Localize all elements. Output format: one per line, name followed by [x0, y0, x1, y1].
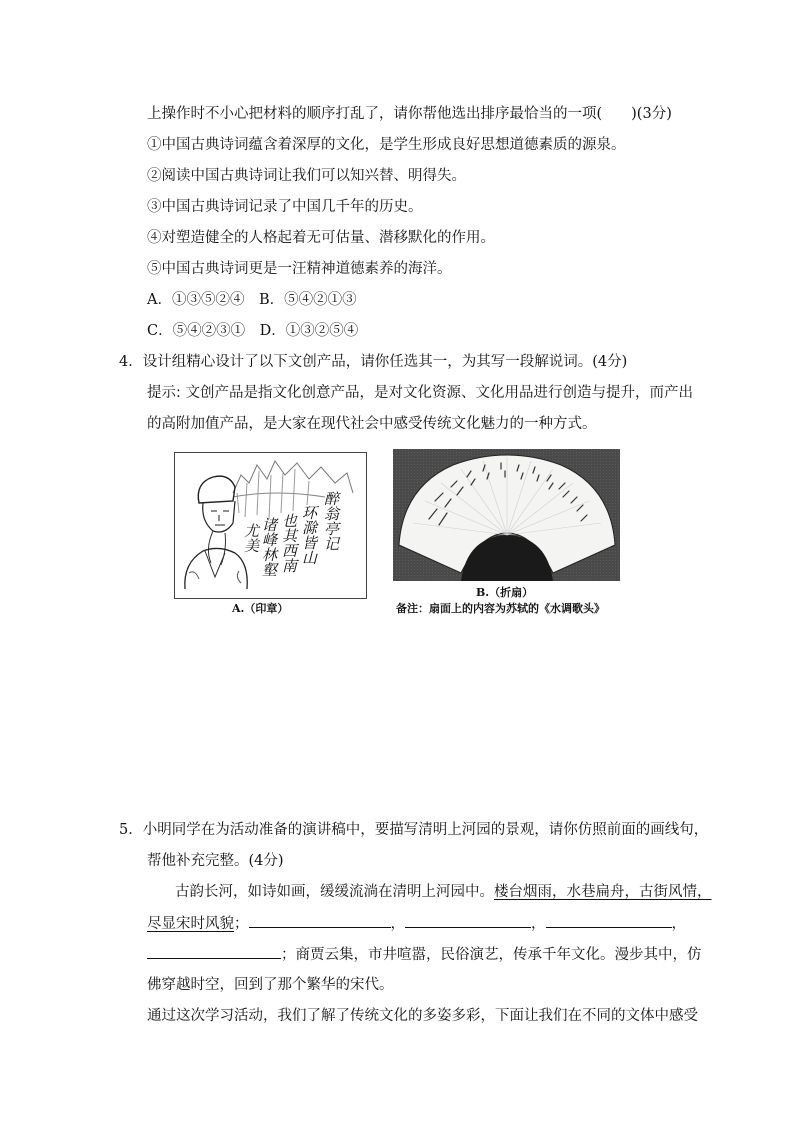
calligraphy-column-5: 尤美: [242, 523, 260, 553]
q5-question-line-2: 帮他补充完整。(4分): [147, 853, 284, 869]
q3-item-1: ①中国古典诗词蕴含着深厚的文化，是学生形成良好思想道德素质的源泉。: [147, 137, 626, 153]
q5-paragraph-line-2: [147, 913, 686, 934]
figure-b-fan-image: [393, 449, 620, 581]
answer-blank-3[interactable]: [546, 913, 672, 928]
q4-hint-line-1: 提示: 文创产品是指文化创意产品，是对文化资源、文化用品进行创造与提升，而产出: [147, 385, 693, 401]
figure-b-note: 备注：扇面上的内容为苏轼的《水调歌头》: [396, 602, 605, 615]
calligraphy-column-2: 环滁皆山: [300, 505, 318, 565]
q5-paragraph-line-3: [147, 944, 702, 965]
q3-item-2: ②阅读中国古典诗词让我们可以知兴替、明得失。: [147, 168, 466, 184]
q5-question-line-1: 5．小明同学在为活动准备的演讲稿中，要描写清明上河园的景观，请你仿照前面的画线句，: [119, 822, 709, 838]
calligraphy-column-3: 也其西南: [280, 513, 298, 573]
q3-item-4: ④对塑造健全的人格起着无可估量、潜移默化的作用。: [147, 230, 495, 246]
calligraphy-column-4: 诸峰林壑: [260, 517, 278, 577]
answer-blank-1[interactable]: [249, 913, 391, 928]
q5-comma-3: ，: [671, 916, 686, 932]
figure-a-caption: A.（印章）: [232, 602, 289, 615]
q5-comma-1: ，: [390, 916, 405, 932]
q4-hint-line-2: 的高附加值产品，是大家在现代社会中感受传统文化魅力的一种方式。: [147, 416, 597, 432]
figure-a-seal-image: [174, 452, 367, 599]
q5-comma-2: ，: [531, 916, 546, 932]
q5-paragraph-line-4: 佛穿越时空，回到了那个繁华的宋代。: [147, 977, 394, 993]
q3-item-3: ③中国古典诗词记录了中国几千年的历史。: [147, 199, 423, 215]
q3-intro: 上操作时不小心把材料的顺序打乱了，请你帮他选出排序最恰当的一项( )(3分): [147, 106, 672, 122]
answer-blank-2[interactable]: [405, 913, 531, 928]
q3-options-row-1: A．①③⑤②④ B．⑤④②①③: [147, 292, 357, 308]
q5-model-sentence-part-2: 尽显宋时风貌: [147, 916, 234, 932]
q4-question: 4．设计组精心设计了以下文创产品，请你任选其一，为其写一段解说词。(4分): [119, 354, 628, 370]
folding-fan-icon: [393, 449, 620, 581]
q3-item-5: ⑤中国古典诗词更是一汪精神道德素养的海洋。: [147, 261, 452, 277]
q5-separator: ；: [234, 916, 249, 932]
answer-blank-4[interactable]: [147, 944, 281, 959]
q5-paragraph-text: 古韵长河，如诗如画，缓缓流淌在清明上河园中。: [175, 884, 494, 900]
q5-paragraph-line-1: [175, 882, 712, 902]
q5-model-sentence-part-1: 楼台烟雨，水巷扁舟，古街风情，: [494, 884, 712, 900]
figure-b-caption: B.（折扇）: [476, 586, 534, 599]
calligraphy-column-1: 醉翁亭记: [322, 491, 340, 551]
closing-text: 通过这次学习活动，我们了解了传统文化的多姿多彩，下面让我们在不同的文体中感受: [147, 1008, 698, 1024]
q5-paragraph-continuation: ；商贾云集，市井喧嚣，民俗演艺，传承千年文化。漫步其中，仿: [281, 947, 702, 963]
q3-options-row-2: C．⑤④②③① D．①③②⑤④: [147, 323, 359, 339]
